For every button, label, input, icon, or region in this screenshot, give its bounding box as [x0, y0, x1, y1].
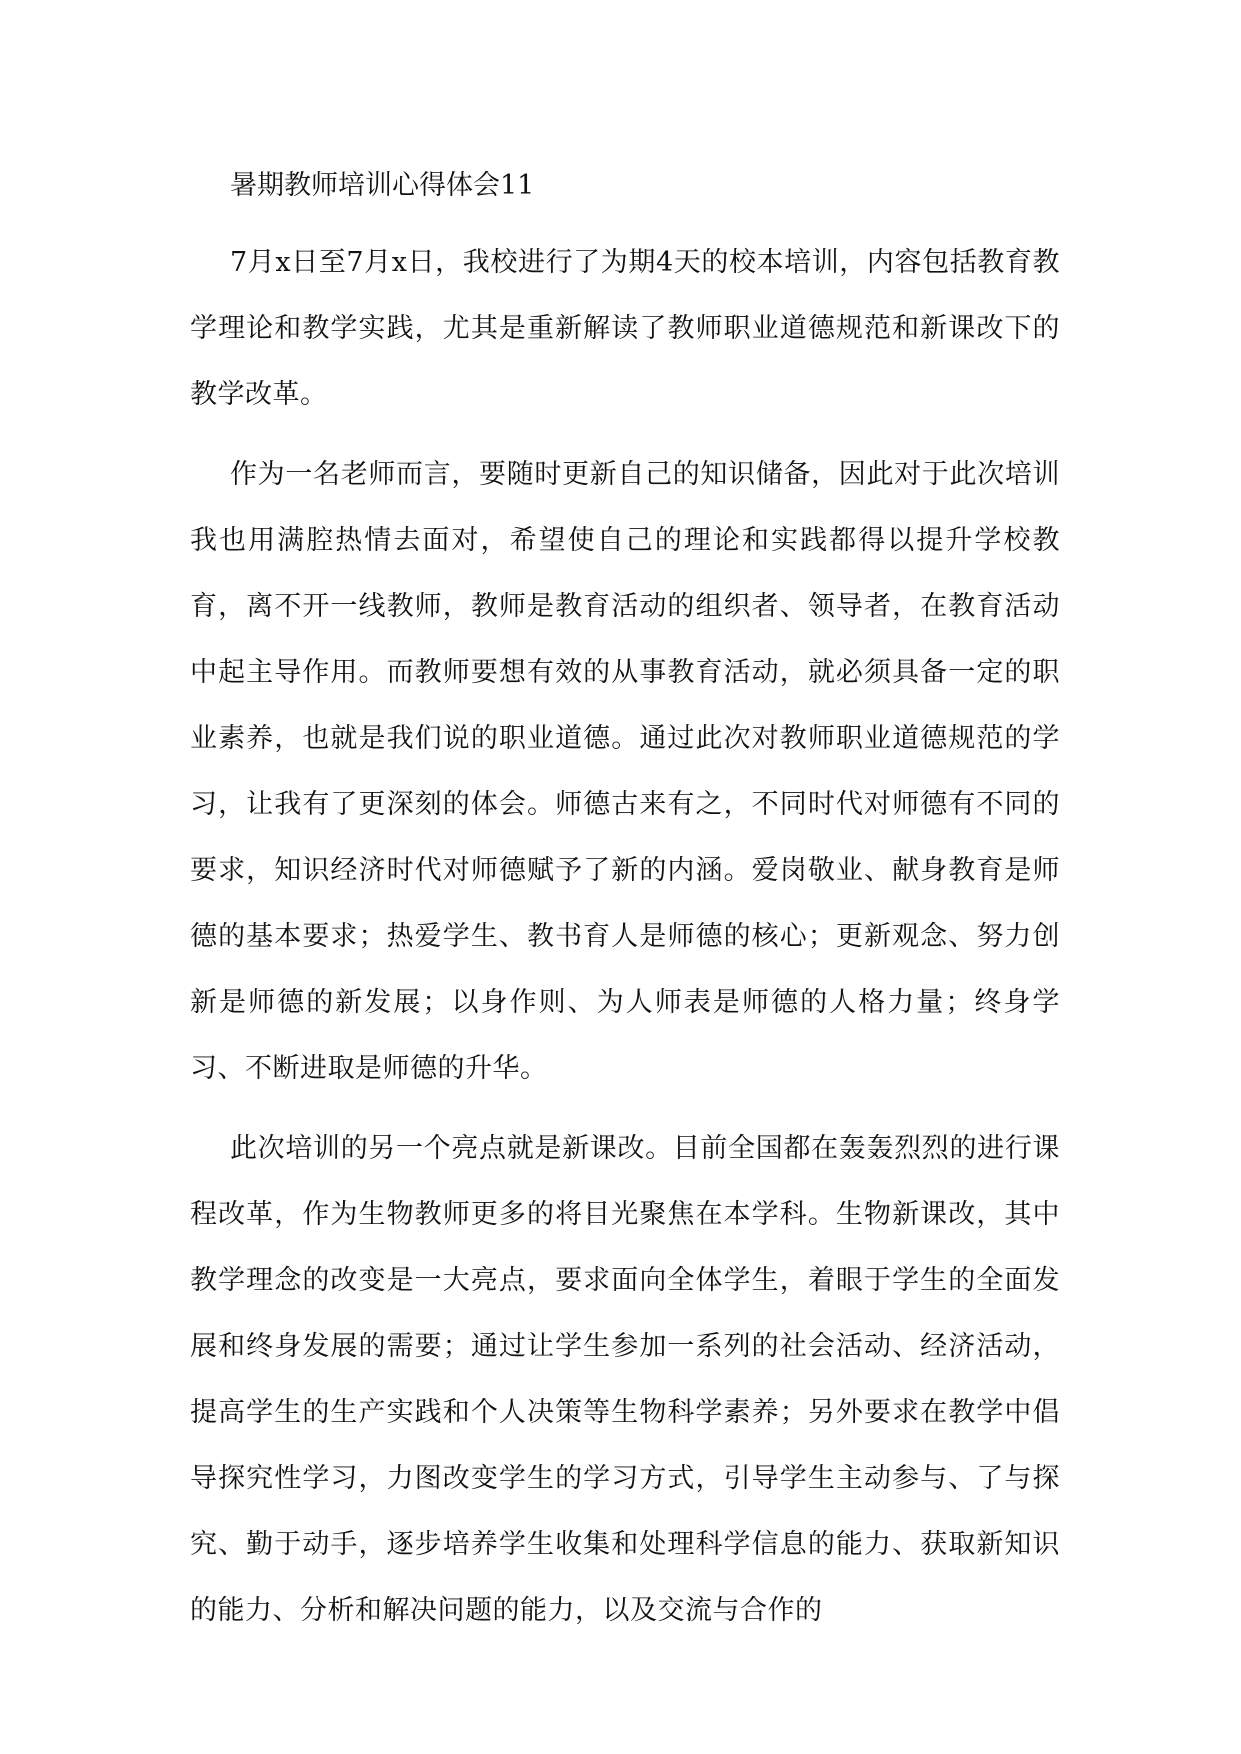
paragraph-1: 7月x日至7月x日，我校进行了为期4天的校本培训，内容包括教育教学理论和教学实践，尤其是重新解读了教师职业道德规范和新课改下的教学改革。 — [190, 247, 1060, 410]
document-page — [190, 160, 1060, 1658]
paragraph-2: 作为一名老师而言，要随时更新自己的知识储备，因此对于此次培训我也用满腔热情去面对，希望使自己的理论和实践都得以提升学校教育，离不开一线教师，教师是教育活动的组织者、领导者，在教育活动中起主导作用。而教师要想有效的从事教育活动，就必须具备一定的职业素养，也就是我们说的职业道德。通过此次对教师职业道德规范的学习，让我有了更深刻的体会。师德古来有之，不同时代对师德有不同的要求，知识经济时代对师德赋予了新的内涵。爱岗敬业、献身教育是师德的基本要求；热爱学生、教书育人是师德的核心；更新观念、努力创新是师德的新发展；以身作则、为人师表是师德的人格力量；终身学习、不断进取是师德的升华。 — [190, 459, 1060, 1084]
document-title: 暑期教师培训心得体会11 — [230, 170, 535, 201]
paragraph-3: 此次培训的另一个亮点就是新课改。目前全国都在轰轰烈烈的进行课程改革，作为生物教师更多的将目光聚焦在本学科。生物新课改，其中教学理念的改变是一大亮点，要求面向全体学生，着眼于学生的全面发展和终身发展的需要；通过让学生参加一系列的社会活动、经济活动，提高学生的生产实践和个人决策等生物科学素养；另外要求在教学中倡导探究性学习，力图改变学生的学习方式，引导学生主动参与、了与探究、勤于动手，逐步培养学生收集和处理科学信息的能力、获取新知识的能力、分析和解决问题的能力，以及交流与合作的 — [190, 1133, 1060, 1626]
